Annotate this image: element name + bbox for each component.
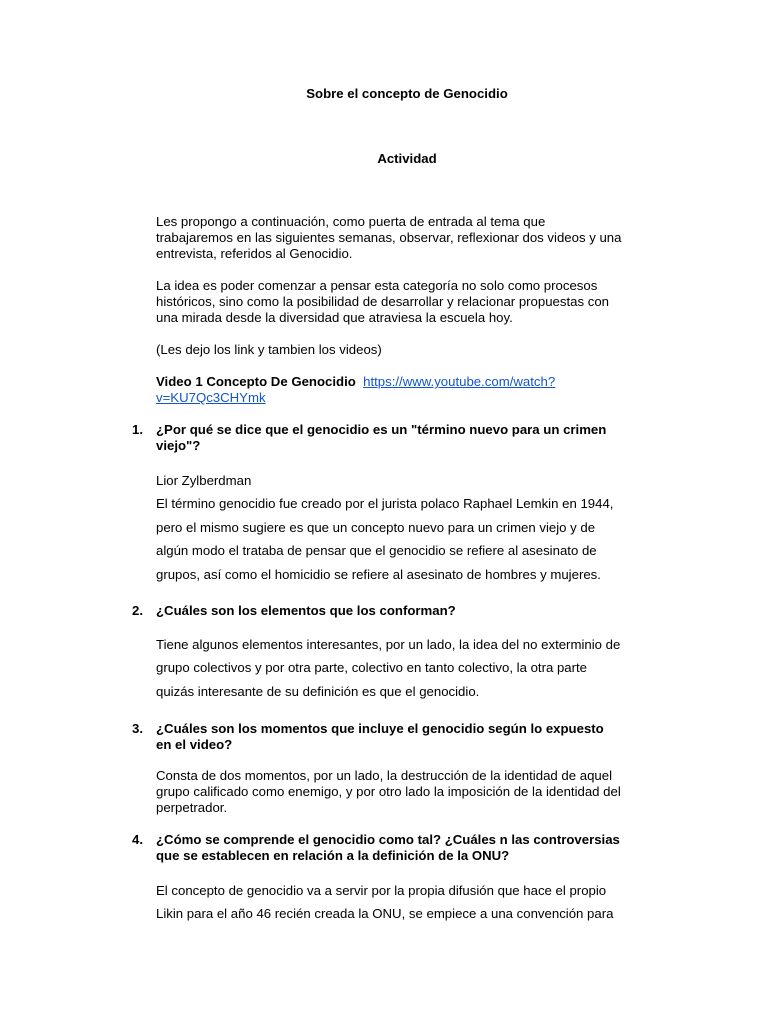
answer-text-line: Tiene algunos elementos interesantes, por un lado, la idea del no exterminio de xyxy=(156,637,621,652)
question-3 xyxy=(132,721,672,753)
answer-text-line: perpetrador. xyxy=(156,800,228,815)
question-2 xyxy=(132,603,672,619)
question-number: 4. xyxy=(132,832,143,847)
question-number: 3. xyxy=(132,721,143,736)
intro-paragraph-2 xyxy=(156,278,676,326)
question-text-line: viejo"? xyxy=(156,438,201,453)
answer-text-line: Lior Zylberdman xyxy=(156,473,252,488)
document-title: Sobre el concepto de Genocidio xyxy=(306,86,508,101)
question-1 xyxy=(132,422,672,454)
question-text-line: ¿Cómo se comprende el genocidio como tal? ¿Cuáles n las controversias xyxy=(156,832,620,847)
video-link-continued[interactable]: v=KU7Qc3CHYmk xyxy=(156,390,266,405)
answer-4 xyxy=(156,879,666,926)
text-line: históricos, sino como la posibilidad de desarrollar y relacionar propuestas con xyxy=(156,294,610,309)
intro-paragraph-3 xyxy=(156,342,676,358)
answer-text-line: algún modo el trataba de pensar que el genocidio se refiere al asesinato de xyxy=(156,543,597,559)
answer-1 xyxy=(156,469,666,586)
answer-text-line: Likin para el año 46 recién creada la ONU, se empiece a una convención para xyxy=(156,906,614,922)
answer-text-line: grupo colectivos y por otra parte, colectivo en tanto colectivo, la otra parte xyxy=(156,660,588,676)
answer-text-line: El concepto de genocidio va a servir por la propia difusión que hace el propio xyxy=(156,883,607,898)
question-text-line: ¿Cuáles son los momentos que incluye el genocidio según lo expuesto xyxy=(156,721,604,736)
question-4 xyxy=(132,832,672,864)
text-line: La idea es poder comenzar a pensar esta categoría no solo como procesos xyxy=(156,278,598,293)
answer-3 xyxy=(156,768,666,816)
answer-text-line: pero el mismo sugiere es que un concepto nuevo para un crimen viejo y de xyxy=(156,519,596,535)
document-subtitle: Actividad xyxy=(377,151,437,166)
question-text-line: ¿Por qué se dice que el genocidio es un "término nuevo para un crimen xyxy=(156,422,607,437)
answer-text-line: Consta de dos momentos, por un lado, la destrucción de la identidad de aquel xyxy=(156,768,612,783)
question-number: 1. xyxy=(132,422,143,437)
answer-text-line: quizás interesante de su definición es que el genocidio. xyxy=(156,683,480,699)
answer-2 xyxy=(156,633,666,703)
question-text-line: que se establecen en relación a la definición de la ONU? xyxy=(156,848,510,863)
video-link[interactable]: https://www.youtube.com/watch? xyxy=(363,374,556,389)
text-line: (Les dejo los link y tambien los videos) xyxy=(156,342,382,357)
intro-paragraph-1 xyxy=(156,214,676,262)
question-text-line: en el video? xyxy=(156,737,233,752)
text-line: entrevista, referidos al Genocidio. xyxy=(156,246,353,261)
question-number: 2. xyxy=(132,603,143,618)
text-line: trabajaremos en las siguientes semanas, observar, reflexionar dos videos y una xyxy=(156,230,622,245)
answer-text-line: El término genocidio fue creado por el jurista polaco Raphael Lemkin en 1944, xyxy=(156,496,614,512)
text-line: una mirada desde la diversidad que atraviesa la escuela hoy. xyxy=(156,310,513,325)
text-line: Les propongo a continuación, como puerta de entrada al tema que xyxy=(156,214,546,229)
answer-text-line: grupos, así como el homicidio se refiere al asesinato de hombres y mujeres. xyxy=(156,566,601,582)
video-reference xyxy=(156,374,676,406)
video-label: Video 1 Concepto De Genocidio xyxy=(156,374,356,389)
question-text-line: ¿Cuáles son los elementos que los conforman? xyxy=(156,603,456,618)
answer-text-line: grupo calificado como enemigo, y por otro lado la imposición de la identidad del xyxy=(156,784,621,799)
